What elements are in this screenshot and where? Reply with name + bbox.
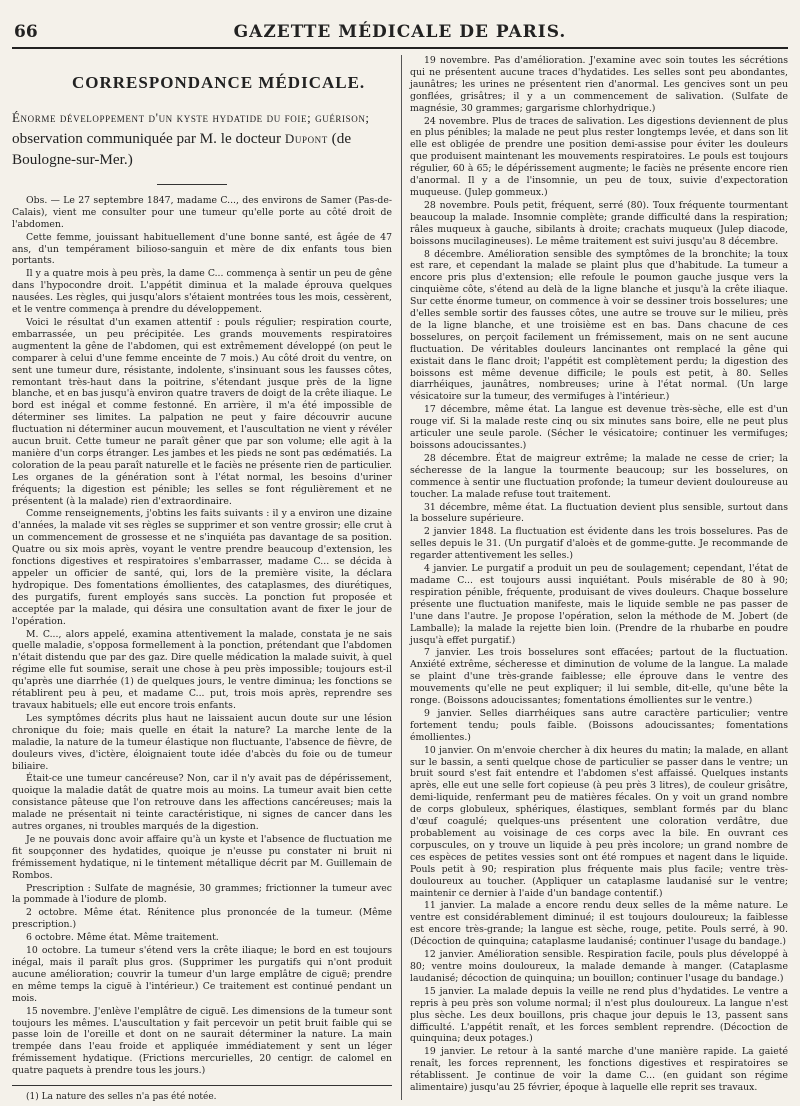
running-title: GAZETTE MÉDICALE DE PARIS. [233, 22, 567, 42]
section-title: CORRESPONDANCE MÉDICALE. [72, 73, 366, 92]
paragraph: Comme renseignements, j'obtins les faits suivants : il y a environ une dizaine d'années, la malade vit ses règles se supprimer et son ventre grossir; elle crut à un commencement de grossesse et ne s'inquiéta pas davantage de sa position. Quatre ou six mois après, voyant le ventre prendre beaucoup d'extension, les fonctions digestives et respiratoires s'embarrasser, madame C... se décida à appeler un officier de santé, qui, lors de la première visite, la déclara hydropique. Des fomentations émollientes, des cataplasmes, des diurétiques, des purgatifs, furent employés sans succès. La ponction fut proposée et acceptée par la malade, qui désira une consultation avant de fixer le jour de l'opération. [12, 508, 392, 627]
footnote-rule [12, 1085, 392, 1086]
paragraph: 12 janvier. Amélioration sensible. Respiration facile, pouls plus développé à 80; ventre moins douloureux, la malade demande à manger. (Cataplasme laudanisé; décoction de quinquina; un bouillon; continuer l'usage du bandage.) [410, 949, 788, 984]
paragraph: Voici le résultat d'un examen attentif : pouls régulier; respiration courte, embarrassée, un peu précipitée. Les grands mouvements respiratoires augmentent la gêne de l'abdomen, qui est extrêmement développé (on peut le comparer à celui d'une femme enceinte de 7 mois.) Au côté droit du ventre, on sent une tumeur dure, résistante, indolente, s'insinuant sous les fausses côtes, remontant très-haut dans la poitrine, s'étendant jusque près de la ligne blanche, et en bas jusqu'à environ quatre travers de doigt de la crête iliaque. Le bord est inégal et comme festonné. En arrière, il m'a été impossible de déterminer ses limites. La palpation ne peut y faire découvrir aucune fluctuation ni déterminer aucun mouvement, et l'auscultation ne vient y révéler aucun bruit. Cette tumeur ne paraît gêner que par son volume; elle agit à la manière d'un corps étranger. Les jambes et les pieds ne sont pas œdématiés. La coloration de la peau paraît naturelle et le faciès ne présente rien de particulier. Les organes de la génération sont à l'état normal, les besoins d'uriner fréquents; la digestion est pénible; les selles se font régulièrement et ne présentent (à la malade) rien d'extraordinaire. [12, 316, 392, 507]
paragraph: M. C..., alors appelé, examina attentivement la malade, constata je ne sais quelle maladie, s'opposa formellement à la ponction, prétendant que l'abdomen n'était distendu que par des gaz. Dire quelle médication la malade suivit, à quel régime elle fut soumise, serait une chose à peu près impossible; toujours est-il qu'après une diarrhée (1) de quelques jours, le ventre diminua; les fonctions se rétablirent peu à peu, et madame C... put, trois mois après, reprendre ses travaux habituels; elle eut encore trois enfants. [12, 628, 392, 711]
author-name: Dupont [284, 130, 328, 146]
paragraph: 11 janvier. La malade a encore rendu deux selles de la même nature. Le ventre est considérablement diminué; il est toujours douloureux; la faiblesse est encore très-grande; la langue est sèche, rouge, petite. Pouls serré, à 90. (Décoction de quinquina; cataplasme laudanisé; continuer l'usage du bandage.) [410, 900, 788, 948]
column-divider [401, 55, 402, 1100]
article-title-lead: Énorme développement d'un kyste hydatide du foie; guérison; [12, 109, 370, 125]
paragraph: Obs. — Le 27 septembre 1847, madame C..., des environs de Samer (Pas-de-Calais), vient me consulter pour une tumeur qu'elle porte au côté droit de l'abdomen. [12, 194, 392, 230]
title-rule [157, 184, 227, 185]
paragraph: Les symptômes décrits plus haut ne laissaient aucun doute sur une lésion chronique du foie; mais quelle en était la nature? La marche lente de la maladie, la nature de la tumeur élastique non fluctuante, l'absence de fièvre, de douleurs vives, d'ictère, éloignaient toute idée d'abcès du foie ou de tumeur biliaire. [12, 712, 392, 772]
footnote: (1) La nature des selles n'a pas été notée. [26, 1092, 217, 1103]
paragraph: Cette femme, jouissant habituellement d'une bonne santé, est âgée de 47 ans, d'un tempérament bilioso-sanguin et mère de dix enfants tous bien portants. [12, 231, 392, 267]
header-rule [12, 47, 788, 49]
paragraph: Prescription : Sulfate de magnésie, 30 grammes; frictionner la tumeur avec la pommade à l'iodure de plomb. [12, 882, 392, 906]
paragraph: 9 janvier. Selles diarrhéiques sans autre caractère particulier; ventre fortement tendu; pouls faible. (Boissons adoucissantes; fomentations émollientes.) [410, 707, 788, 743]
paragraph: 15 novembre. J'enlève l'emplâtre de ciguë. Les dimensions de la tumeur sont toujours les mêmes. L'auscultation y fait percevoir un petit bruit faible qui se passe loin de l'oreille et dont on ne saurait déterminer la nature. La main trempée dans l'eau froide et appliquée immédiatement y sent un léger frémissement hydatique. (Frictions mercurielles, 20 centigr. de calomel en quatre paquets à prendre tous les jours.) [12, 1005, 392, 1077]
paragraph: 19 novembre. Pas d'amélioration. J'examine avec soin toutes les sécrétions qui ne présentent aucune traces d'hydatides. Les selles sont peu abondantes, jaunâtres; les urines ne présentent rien d'anormal. Les gencives sont un peu gonflées, grisâtres; il y a un commencement de salivation. (Sulfate de magnésie, 30 grammes; gargarisme chlorhydrique.) [410, 55, 788, 114]
paragraph: Il y a quatre mois à peu près, la dame C... commença à sentir un peu de gêne dans l'hypocondre droit. L'appétit diminua et la malade éprouva quelques nausées. Les règles, qui jusqu'alors s'étaient montrées tous les mois, cessèrent, et le ventre commença à prendre du développement. [12, 268, 392, 316]
paragraph: Je ne pouvais donc avoir affaire qu'à un kyste et l'absence de fluctuation me fit soupçonner des hydatides, quoique je n'eusse pu constater ni bruit ni frémissement hydatique, ni le tintement métallique décrit par M. Guillemain de Rombos. [12, 833, 392, 881]
paragraph: Était-ce une tumeur cancéreuse? Non, car il n'y avait pas de dépérissement, quoique la maladie datât de quatre mois au moins. La tumeur avait bien cette consistance pâteuse que l'on retrouve dans les affections cancéreuses; mais la malade ne présentait ni teinte caractéristique, ni signes de cancer dans les autres organes, ni troubles marqués de la digestion. [12, 773, 392, 833]
paragraph: 2 octobre. Même état. Rénitence plus prononcée de la tumeur. (Même prescription.) [12, 907, 392, 931]
right-column [410, 55, 788, 1100]
left-column [12, 55, 392, 1103]
paragraph: 19 janvier. Le retour à la santé marche d'une manière rapide. La gaieté renaît, les forces reprennent, les fonctions digestives et respiratoires se rétablissent. Je continue de voir la dame C... (en guidant son régime alimentaire) jusqu'au 25 février, époque à laquelle elle reprit ses travaux. [410, 1046, 788, 1094]
paragraph: 8 décembre. Amélioration sensible des symptômes de la bronchite; la toux est rare, et cependant la malade se plaint plus que d'habitude. La tumeur a encore pris plus d'extension; elle refoule le poumon gauche jusque vers la cinquième côte, s'étend au delà de la ligne blanche et jusqu'à la crête iliaque. Sur cette énorme tumeur, on commence à voir se dessiner trois bosselures; une d'elles semble sortir des fausses côtes, une autre se trouve sur le milieu, près de la ligne blanche, et une troisième est en bas. Dans chacune de ces bosselures, on perçoit facilement un frémissement, mais on ne sent aucune fluctuation. De véritables douleurs lancinantes ont remplacé la gêne qui existait dans le flanc droit; l'appétit est complètement perdu; la digestion des boissons est même devenue difficile; le pouls est petit, à 80. Selles diarrhéiques, jaunâtres, nombreuses; urine à l'état normal. (Un large vésicatoire sur la tumeur, des vermifuges à l'intérieur.) [410, 248, 788, 403]
left-paragraphs [12, 195, 392, 1077]
page-number: 66 [14, 22, 38, 42]
paragraph: 10 octobre. La tumeur s'étend vers la crête iliaque; le bord en est toujours inégal, mais il paraît plus gros. (Supprimer les purgatifs qui n'ont produit aucune amélioration; couvrir la tumeur d'un large emplâtre de ciguë; prendre en même temps la ciguë à l'intérieur.) Ce traitement est continué pendant un mois. [12, 945, 392, 1004]
right-paragraphs [410, 55, 788, 1094]
article-title [12, 107, 392, 170]
paragraph: 7 janvier. Les trois bosselures sont effacées; partout de la fluctuation. Anxiété extrême, sécheresse et diminution de volume de la langue. La malade se plaint d'une très-grande faiblesse; elle éprouve dans le ventre des mouvements qu'elle ne peut expliquer; il lui semble, dit-elle, qu'une bête la ronge. (Boissons adoucissantes; fomentations émollientes sur le ventre.) [410, 647, 788, 707]
paragraph: 6 octobre. Même état. Même traitement. [26, 932, 219, 944]
paragraph: 4 janvier. Le purgatif a produit un peu de soulagement; cependant, l'état de madame C... est toujours aussi inquiétant. Pouls misérable de 80 à 90; respiration pénible, fréquente, produisant de vives douleurs. Chaque bosselure présente une fluctuation manifeste, mais le liquide semble ne pas passer de l'une dans l'autre. Je propose l'opération, selon la méthode de M. Jobert (de Lamballe); la malade la rejette bien loin. (Prendre de la rhubarbe en poudre jusqu'à effet purgatif.) [410, 563, 788, 646]
paragraph: 31 décembre, même état. La fluctuation devient plus sensible, surtout dans la bosselure supérieure. [410, 501, 788, 525]
author-place: (de Boulogne-sur-Mer.) [12, 129, 352, 168]
paragraph: 15 janvier. La malade depuis la veille ne rend plus d'hydatides. Le ventre a repris à peu près son volume normal; il n'est plus douloureux. La langue n'est plus sèche. Les deux bouillons, pris chaque jour depuis le 13, passent sans difficulté. L'appétit renaît, et les forces semblent reprendre. (Décoction de quinquina; deux potages.) [410, 985, 788, 1045]
paragraph: 2 janvier 1848. La fluctuation est évidente dans les trois bosselures. Pas de selles depuis le 31. (Un purgatif d'aloès et de gomme-gutte. Je recommande de regarder attentivement les selles.) [410, 526, 788, 562]
paragraph: 28 novembre. Pouls petit, fréquent, serré (80). Toux fréquente tourmentant beaucoup la malade. Insomnie complète; grande difficulté dans la respiration; râles muqueux à gauche, sibilants à droite; crachats muqueux (Julep diacode, boissons mucilagineuses). Le même traitement est suivi jusqu'au 8 décembre. [410, 199, 788, 247]
paragraph: 24 novembre. Plus de traces de salivation. Les digestions deviennent de plus en plus pénibles; la malade ne peut plus rester longtemps levée, et dans son lit elle est obligée de prendre une position demi-assise pour éviter les douleurs que produisent maintenant les mouvements respiratoires. Le pouls est toujours régulier, 60 à 65; le dépérissement augmente; le faciès ne présente encore rien d'anormal. Il y a de l'insomnie, un peu de toux, suivie d'expectoration muqueuse. (Julep gommeux.) [410, 115, 788, 198]
paragraph: 17 décembre, même état. La langue est devenue très-sèche, elle est d'un rouge vif. Si la malade reste cinq ou six minutes sans boire, elle ne peut plus articuler une seule parole. (Sécher le vésicatoire; continuer les vermifuges; boissons adoucissantes.) [410, 404, 788, 451]
page-header [12, 22, 788, 44]
paragraph: 28 décembre. État de maigreur extrême; la malade ne cesse de crier; la sécheresse de la langue la tourmente beaucoup; sur les bosselures, on commence à sentir une fluctuation profonde; la tumeur devient douloureuse au toucher. La malade refuse tout traitement. [410, 452, 788, 500]
paragraph: 10 janvier. On m'envoie chercher à dix heures du matin; la malade, en allant sur le bassin, a senti quelque chose de particulier se passer dans le ventre; un bruit sourd s'est fait entendre et l'abdomen s'est affaissé. Quelques instants après, elle eut une selle fort copieuse (à peu près 3 litres), de couleur grisâtre, demi-liquide, renfermant peu de matières fécales. On y voit un grand nombre de corps globuleux, sphériques, élastiques, semblant formés par du blanc d'œuf coagulé; quelques-uns présentent une coloration verdâtre, due probablement au voisinage de ces corps avec la bile. En ouvrant ces corpuscules, on y trouve un liquide à peu près incolore; un grand nombre de ces espèces de petites vessies sont ont été rompues et nagent dans le liquide. Pouls petit à 90; respiration plus fréquente mais plus facile; ventre très-douloureux au toucher. (Appliquer un cataplasme laudanisé sur le ventre; maintenir ce dernier à l'aide d'un bandage contentif.) [410, 744, 788, 899]
article-title-rest: observation communiquée par M. le docteur [12, 129, 285, 147]
